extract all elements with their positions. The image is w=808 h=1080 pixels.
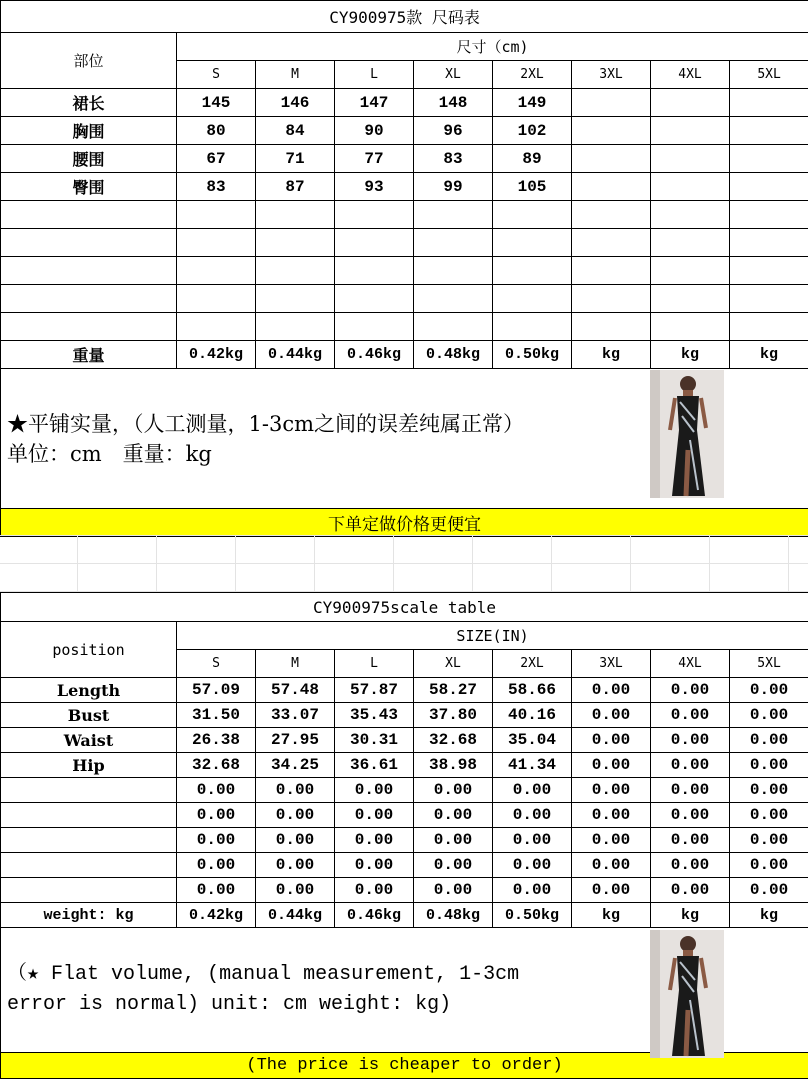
en-row-label: Bust — [1, 703, 177, 728]
en-value-cell: 0.00 — [651, 728, 730, 753]
cn-value-cell — [177, 313, 256, 341]
cn-value-cell — [493, 229, 572, 257]
cn-size-label: M — [256, 61, 335, 89]
en-measure-row — [1, 853, 808, 878]
en-value-cell: 0.00 — [414, 778, 493, 803]
en-value-cell: 0.00 — [414, 853, 493, 878]
cn-value-cell: 96 — [414, 117, 493, 145]
en-value-cell: 0.00 — [730, 753, 808, 778]
en-value-cell: 0.00 — [730, 678, 808, 703]
cn-row-label — [1, 229, 177, 257]
cn-value-cell — [493, 201, 572, 229]
cn-value-cell — [651, 285, 730, 313]
cn-value-cell — [256, 229, 335, 257]
en-value-cell: 0.00 — [493, 828, 572, 853]
en-row-label — [1, 803, 177, 828]
cn-size-label: 2XL — [493, 61, 572, 89]
en-value-cell: 26.38 — [177, 728, 256, 753]
en-value-cell: 32.68 — [414, 728, 493, 753]
cn-value-cell: 71 — [256, 145, 335, 173]
en-row-label — [1, 878, 177, 903]
en-value-cell: 0.00 — [572, 803, 651, 828]
cn-value-cell: 90 — [335, 117, 414, 145]
en-weight-cell: kg — [651, 903, 730, 928]
en-value-cell: 0.00 — [335, 778, 414, 803]
cn-size-label: 3XL — [572, 61, 651, 89]
cn-note-line1: ★平铺实量，（人工测量，1-3cm之间的误差纯属正常） — [7, 411, 524, 436]
cn-measurement-rows — [1, 89, 808, 341]
cn-size-label: L — [335, 61, 414, 89]
en-measure-row — [1, 828, 808, 853]
cn-value-cell — [572, 201, 651, 229]
dress-model-image — [650, 370, 724, 498]
cn-value-cell — [414, 285, 493, 313]
cn-size-label: 4XL — [651, 61, 730, 89]
en-size-label: 3XL — [572, 650, 651, 678]
cn-value-cell: 84 — [256, 117, 335, 145]
en-value-cell: 0.00 — [730, 803, 808, 828]
en-value-cell: 0.00 — [177, 853, 256, 878]
cn-weight-label: 重量 — [1, 341, 177, 369]
cn-value-cell — [177, 201, 256, 229]
en-measure-row — [1, 728, 808, 753]
en-value-cell: 0.00 — [256, 878, 335, 903]
cn-value-cell — [730, 257, 808, 285]
en-value-cell: 0.00 — [651, 778, 730, 803]
cn-value-cell — [572, 173, 651, 201]
en-value-cell: 0.00 — [493, 878, 572, 903]
cn-value-cell — [651, 257, 730, 285]
cn-weight-cell: 0.50kg — [493, 341, 572, 369]
en-value-cell: 0.00 — [177, 778, 256, 803]
cn-value-cell — [177, 285, 256, 313]
cn-weight-cell: kg — [651, 341, 730, 369]
en-weight-cell: 0.44kg — [256, 903, 335, 928]
en-note-line1: （★ Flat volume, (manual measurement, 1-3cm — [7, 963, 520, 986]
cn-value-cell — [651, 201, 730, 229]
en-row-label — [1, 828, 177, 853]
cn-size-label: XL — [414, 61, 493, 89]
cn-value-cell — [414, 313, 493, 341]
en-measure-row — [1, 703, 808, 728]
en-value-cell: 0.00 — [414, 878, 493, 903]
en-row-label — [1, 853, 177, 878]
en-size-label: 4XL — [651, 650, 730, 678]
en-value-cell: 0.00 — [335, 803, 414, 828]
en-measure-row — [1, 803, 808, 828]
cn-order-banner: 下单定做价格更便宜 — [1, 509, 808, 537]
en-value-cell: 0.00 — [730, 853, 808, 878]
product-photo — [650, 370, 724, 498]
en-value-cell: 40.16 — [493, 703, 572, 728]
en-value-cell: 0.00 — [177, 828, 256, 853]
cn-measure-row — [1, 313, 808, 341]
en-row-label: Waist — [1, 728, 177, 753]
cn-value-cell: 149 — [493, 89, 572, 117]
en-size-header: SIZE(IN) — [177, 622, 808, 650]
en-value-cell: 34.25 — [256, 753, 335, 778]
cn-value-cell — [572, 117, 651, 145]
cn-value-cell — [730, 313, 808, 341]
cn-weight-cell: 0.46kg — [335, 341, 414, 369]
cn-measure-row — [1, 145, 808, 173]
en-size-label: 5XL — [730, 650, 808, 678]
en-value-cell: 0.00 — [572, 828, 651, 853]
cn-row-label — [1, 285, 177, 313]
cn-size-header: 尺寸（cm) — [177, 33, 808, 61]
en-value-cell: 0.00 — [493, 803, 572, 828]
cn-measure-row — [1, 89, 808, 117]
cn-value-cell — [730, 117, 808, 145]
en-value-cell: 35.04 — [493, 728, 572, 753]
cn-size-label: S — [177, 61, 256, 89]
en-value-cell: 27.95 — [256, 728, 335, 753]
cn-value-cell — [651, 229, 730, 257]
en-value-cell: 0.00 — [572, 703, 651, 728]
en-value-cell: 0.00 — [651, 803, 730, 828]
cn-value-cell — [730, 229, 808, 257]
cn-value-cell: 146 — [256, 89, 335, 117]
cn-table-title: CY900975款 尺码表 — [1, 1, 808, 33]
en-value-cell: 33.07 — [256, 703, 335, 728]
en-row-label — [1, 778, 177, 803]
en-weight-cell: kg — [572, 903, 651, 928]
en-value-cell: 35.43 — [335, 703, 414, 728]
en-value-cell: 0.00 — [651, 853, 730, 878]
en-value-cell: 37.80 — [414, 703, 493, 728]
cn-value-cell — [651, 145, 730, 173]
cn-value-cell: 89 — [493, 145, 572, 173]
en-weight-row — [1, 903, 808, 928]
en-value-cell: 57.87 — [335, 678, 414, 703]
cn-value-cell: 93 — [335, 173, 414, 201]
en-measurement-rows — [1, 678, 808, 903]
cn-value-cell — [335, 229, 414, 257]
cn-value-cell: 80 — [177, 117, 256, 145]
en-weight-cell: 0.48kg — [414, 903, 493, 928]
cn-value-cell — [256, 285, 335, 313]
cn-position-header: 部位 — [1, 33, 177, 89]
en-size-label: S — [177, 650, 256, 678]
en-value-cell: 0.00 — [335, 878, 414, 903]
cn-weight-cell: 0.48kg — [414, 341, 493, 369]
cn-weight-cell: 0.42kg — [177, 341, 256, 369]
en-value-cell: 30.31 — [335, 728, 414, 753]
cn-value-cell — [572, 257, 651, 285]
cn-row-label — [1, 257, 177, 285]
cn-value-cell — [572, 89, 651, 117]
en-value-cell: 0.00 — [414, 803, 493, 828]
cn-value-cell — [177, 229, 256, 257]
cn-row-label — [1, 313, 177, 341]
en-measure-row — [1, 878, 808, 903]
en-weight-cell: 0.42kg — [177, 903, 256, 928]
en-value-cell: 0.00 — [414, 828, 493, 853]
cn-value-cell: 83 — [177, 173, 256, 201]
en-value-cell: 0.00 — [730, 778, 808, 803]
cn-value-cell — [256, 201, 335, 229]
en-weight-label: weight: kg — [1, 903, 177, 928]
cn-value-cell — [730, 173, 808, 201]
en-value-cell: 0.00 — [730, 828, 808, 853]
cn-weight-cell: kg — [730, 341, 808, 369]
en-weight-cell: 0.46kg — [335, 903, 414, 928]
cn-measure-row — [1, 257, 808, 285]
cn-value-cell — [651, 313, 730, 341]
cn-value-cell: 102 — [493, 117, 572, 145]
cn-row-label — [1, 201, 177, 229]
en-value-cell: 0.00 — [256, 778, 335, 803]
cn-measure-row — [1, 117, 808, 145]
cn-value-cell — [730, 201, 808, 229]
cn-value-cell — [651, 173, 730, 201]
cn-weight-cell: kg — [572, 341, 651, 369]
en-order-banner: (The price is cheaper to order) — [1, 1053, 808, 1079]
en-measure-row — [1, 678, 808, 703]
en-value-cell: 0.00 — [572, 753, 651, 778]
en-value-cell: 0.00 — [651, 678, 730, 703]
product-photo — [650, 930, 724, 1058]
cn-size-label: 5XL — [730, 61, 808, 89]
cn-value-cell — [335, 257, 414, 285]
en-value-cell: 57.48 — [256, 678, 335, 703]
en-table-title: CY900975scale table — [1, 593, 808, 622]
cn-value-cell: 105 — [493, 173, 572, 201]
en-value-cell: 0.00 — [493, 853, 572, 878]
en-value-cell: 0.00 — [256, 828, 335, 853]
en-value-cell: 31.50 — [177, 703, 256, 728]
en-size-label: 2XL — [493, 650, 572, 678]
en-value-cell: 0.00 — [177, 803, 256, 828]
en-value-cell: 0.00 — [572, 678, 651, 703]
cn-value-cell — [256, 313, 335, 341]
cn-value-cell: 148 — [414, 89, 493, 117]
en-measure-row — [1, 753, 808, 778]
en-value-cell: 0.00 — [651, 703, 730, 728]
en-value-cell: 36.61 — [335, 753, 414, 778]
cn-value-cell — [493, 313, 572, 341]
cn-value-cell: 67 — [177, 145, 256, 173]
cn-value-cell: 87 — [256, 173, 335, 201]
en-value-cell: 0.00 — [651, 753, 730, 778]
en-value-cell: 0.00 — [177, 878, 256, 903]
cn-value-cell — [335, 201, 414, 229]
cn-value-cell: 147 — [335, 89, 414, 117]
en-value-cell: 58.66 — [493, 678, 572, 703]
cn-weight-cell: 0.44kg — [256, 341, 335, 369]
cn-value-cell — [730, 145, 808, 173]
cn-value-cell — [651, 89, 730, 117]
cn-value-cell: 83 — [414, 145, 493, 173]
en-value-cell: 0.00 — [256, 803, 335, 828]
en-value-cell: 0.00 — [651, 828, 730, 853]
en-value-cell: 0.00 — [730, 703, 808, 728]
cn-row-label: 臀围 — [1, 173, 177, 201]
en-value-cell: 38.98 — [414, 753, 493, 778]
cn-value-cell — [572, 229, 651, 257]
cn-row-label: 裙长 — [1, 89, 177, 117]
en-size-label: M — [256, 650, 335, 678]
en-value-cell: 0.00 — [572, 728, 651, 753]
cn-value-cell — [493, 257, 572, 285]
cn-value-cell: 77 — [335, 145, 414, 173]
en-value-cell: 41.34 — [493, 753, 572, 778]
spreadsheet-gridlines — [0, 535, 808, 592]
en-size-label: XL — [414, 650, 493, 678]
en-row-label: Hip — [1, 753, 177, 778]
cn-value-cell — [414, 229, 493, 257]
en-value-cell: 0.00 — [572, 778, 651, 803]
en-value-cell: 0.00 — [572, 853, 651, 878]
cn-value-cell — [572, 313, 651, 341]
en-value-cell: 0.00 — [335, 853, 414, 878]
en-weight-cell: 0.50kg — [493, 903, 572, 928]
en-value-cell: 0.00 — [651, 878, 730, 903]
dress-model-image — [650, 930, 724, 1058]
cn-value-cell — [177, 257, 256, 285]
en-value-cell: 0.00 — [493, 778, 572, 803]
cn-measure-row — [1, 201, 808, 229]
cn-value-cell — [493, 285, 572, 313]
cn-value-cell — [572, 285, 651, 313]
en-size-label: L — [335, 650, 414, 678]
en-row-label: Length — [1, 678, 177, 703]
cn-value-cell — [572, 145, 651, 173]
en-value-cell: 0.00 — [730, 728, 808, 753]
cn-note-line2: 单位：cm 重量：kg — [7, 441, 212, 466]
en-value-cell: 0.00 — [335, 828, 414, 853]
cn-value-cell: 99 — [414, 173, 493, 201]
cn-value-cell: 145 — [177, 89, 256, 117]
en-value-cell: 32.68 — [177, 753, 256, 778]
en-position-header: position — [1, 622, 177, 678]
cn-value-cell — [256, 257, 335, 285]
cn-measure-row — [1, 229, 808, 257]
cn-value-cell — [335, 313, 414, 341]
en-value-cell: 58.27 — [414, 678, 493, 703]
cn-value-cell — [730, 89, 808, 117]
cn-value-cell — [414, 257, 493, 285]
en-value-cell: 0.00 — [572, 878, 651, 903]
en-measure-row — [1, 778, 808, 803]
en-note-line2: error is normal) unit: cm weight: kg) — [7, 993, 452, 1016]
cn-value-cell — [414, 201, 493, 229]
cn-value-cell — [730, 285, 808, 313]
cn-value-cell — [651, 117, 730, 145]
cn-weight-row — [1, 341, 808, 369]
cn-row-label: 胸围 — [1, 117, 177, 145]
cn-value-cell — [335, 285, 414, 313]
cn-measure-row — [1, 173, 808, 201]
en-weight-cell: kg — [730, 903, 808, 928]
cn-row-label: 腰围 — [1, 145, 177, 173]
en-value-cell: 57.09 — [177, 678, 256, 703]
en-value-cell: 0.00 — [256, 853, 335, 878]
cn-measure-row — [1, 285, 808, 313]
en-value-cell: 0.00 — [730, 878, 808, 903]
